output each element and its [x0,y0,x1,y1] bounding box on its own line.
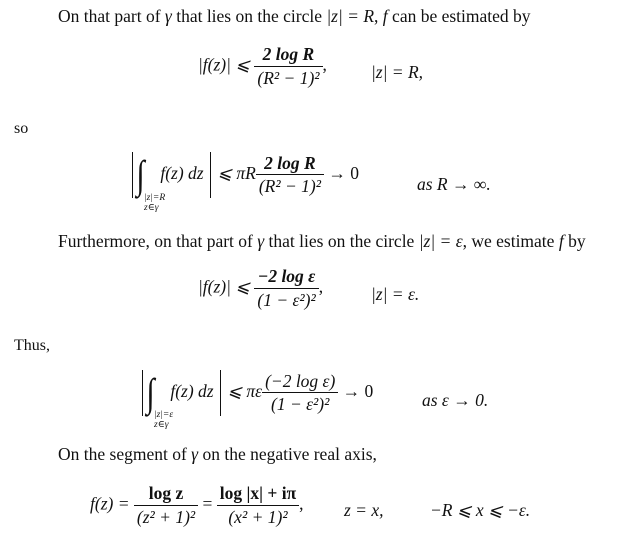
fraction-numerator: (−2 log ε) [262,373,338,394]
fraction-minus2logeps-2 [262,370,338,414]
limit-eps-zero: as ε → 0. [422,390,489,410]
range-x: −R ⩽ x ⩽ −ε. [430,500,531,520]
math-f: f [382,6,388,26]
text-fragment: On the segment of [58,444,192,464]
fraction-minus2logeps [254,268,318,309]
fraction-logz [134,485,198,526]
text-fragment: , [374,6,383,26]
integral-sign: ∫ [136,152,145,197]
equals-sign: = [202,493,213,514]
integral-subscript-eps [154,411,173,431]
subscript-line: |z|=R [144,193,166,203]
gamma-symbol: γ [191,444,199,464]
math-abs-fz: |f(z)| ⩽ [198,276,250,297]
text-fragment: Furthermore, on that part of [58,231,258,251]
abs-bar-right [210,152,211,198]
abs-bar-left [132,152,133,198]
condition-z-x: z = x, [344,500,384,520]
text-fragment: by [563,231,586,251]
equation-estimate-eps: |f(z)| ⩽ $\frac{\text{−2 log ε}}{\text{(1 − ε²)²}}$ , [198,266,324,310]
gamma-symbol: γ [164,6,172,26]
text-fragment: can be estimated by [387,6,531,26]
text-fragment: that lies on the circle [264,231,419,251]
integral-subscript-R [144,194,165,214]
fraction-numerator: 2 log R [254,46,322,67]
integral-sign: ∫ [146,370,155,415]
text-line-circle-eps [58,233,586,251]
equation-estimate-R: |f(z)| ⩽ $\frac{\text{2 log R}}{\text{(R² − 1)²}}$ , [198,44,327,88]
rhs-pi-eps: ⩽ πε [227,381,263,402]
limit-arrow: → 0 [342,381,374,402]
equation-integral-R [130,152,359,198]
abs-bar-left [142,370,143,416]
limit-arrow: → 0 [328,163,360,184]
gamma-symbol: γ [257,231,265,251]
limit-R-infinity: as R → ∞. [417,174,491,194]
math-f: f [558,231,564,251]
fraction-numerator: log z [134,485,198,506]
condition-z-R: |z| = R, [371,62,424,82]
fraction-denominator: (R² − 1)² [257,67,320,88]
subscript-line: |z|=ε [154,410,174,420]
text-so: so [14,120,29,137]
subscript-line: z∈γ [154,419,169,430]
fraction-2logR-2 [256,152,324,196]
text-fragment: that lies on the circle [171,6,327,26]
fraction-denominator: (R² − 1)² [258,176,322,196]
text-fragment: , we estimate [462,231,559,251]
fraction-denominator: (1 − ε²)² [271,394,330,414]
rhs-pi-R: ⩽ πR [217,163,256,184]
integrand: f(z) dz [160,163,204,184]
math-abs-z-eps: |z| = ε [418,231,463,251]
math-fz-eq: f(z) = [90,493,130,514]
math-abs-fz: |f(z)| ⩽ [198,54,250,75]
text-line-segment [58,446,377,464]
fraction-denominator: (x² + 1)² [228,506,288,527]
equation-integral-eps [140,370,373,416]
text-thus: Thus, [14,337,50,354]
text-fragment: on the negative real axis, [198,444,377,464]
fraction-denominator: (z² + 1)² [136,506,196,527]
math-abs-z-R: |z| = R [326,6,375,26]
equation-f-on-segment: f(z) = $\frac{\text{log z}}{\text{(z² + 1)²}}$ = $\frac{\log |x| + i\pi}{\text{(x² + 1)²}}$ , [90,483,304,527]
fraction-numerator: log |x| + iπ [217,485,299,506]
condition-z-eps: |z| = ε. [371,284,420,304]
fraction-denominator: (1 − ε²)² [257,289,316,310]
text-line-circle-R [58,8,531,26]
fraction-numerator: −2 log ε [254,268,318,289]
abs-bar-right [220,370,221,416]
fraction-log-abs-x [217,485,299,526]
text-fragment: On that part of [58,6,165,26]
subscript-line: z∈γ [144,202,159,213]
fraction-2logR [254,46,322,87]
integrand: f(z) dz [170,381,214,402]
fraction-numerator: 2 log R [256,155,324,176]
